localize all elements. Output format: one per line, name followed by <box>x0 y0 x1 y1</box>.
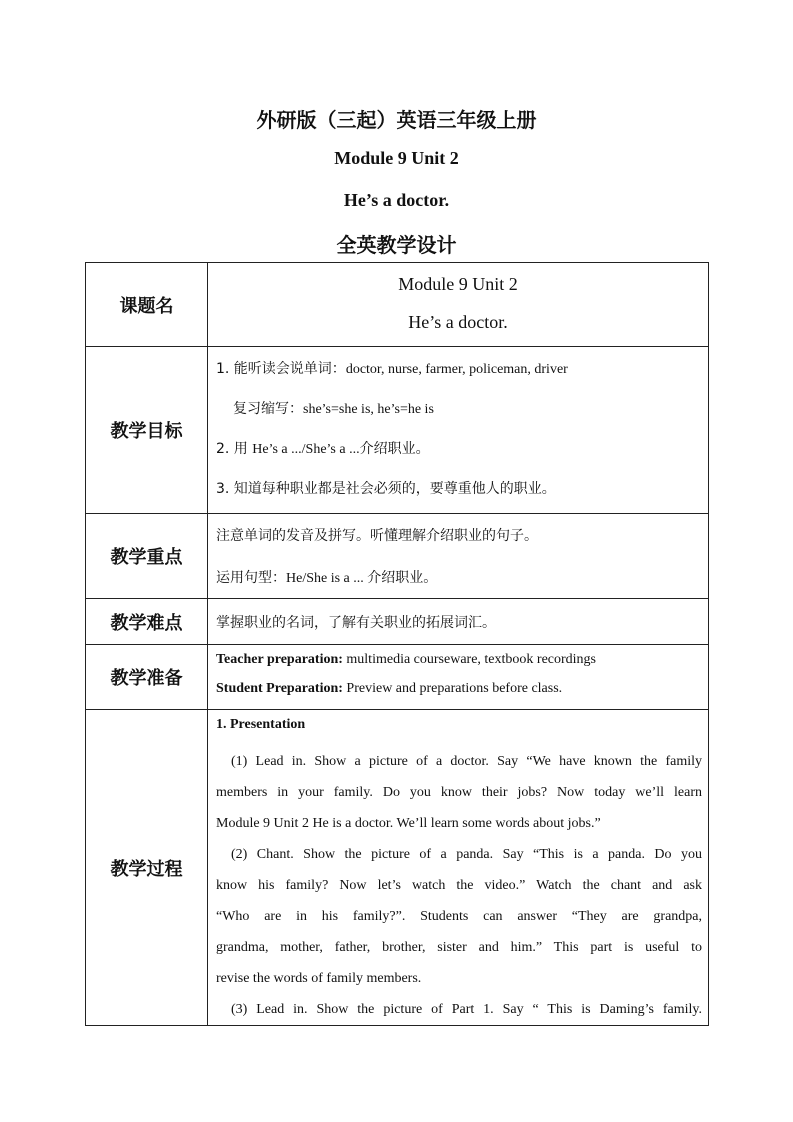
row-content-topic <box>208 263 709 347</box>
keypoint-1: 注意单词的发音及拼写。听懂理解介绍职业的句子。 <box>216 528 538 544</box>
process-p1-line: Module 9 Unit 2 He is a doctor. We’ll learn some words about jobs.” <box>216 816 601 831</box>
row-label-keypoints: 教学重点 <box>86 514 208 599</box>
goal-1: 1. 能听读会说单词：doctor, nurse, farmer, policeman, driver <box>216 361 568 377</box>
row-label-preparation: 教学准备 <box>86 645 208 710</box>
row-content-preparation <box>208 645 709 710</box>
goal-3: 3. 知道每种职业都是社会必须的，要尊重他人的职业。 <box>216 481 556 497</box>
prep-student: Student Preparation: Preview and preparations before class. <box>216 681 563 696</box>
row-label-topic: 课题名 <box>86 263 208 347</box>
process-p3-line: (3) Lead in. Show the picture of Part 1. Say “ This is Daming’s family. <box>231 1002 702 1017</box>
row-content-keypoints <box>208 514 709 599</box>
process-section-title: 1. Presentation <box>216 717 306 732</box>
row-label-goals: 教学目标 <box>86 347 208 514</box>
module-title: Module 9 Unit 2 <box>334 148 459 168</box>
row-label-process: 教学过程 <box>86 710 208 1026</box>
lesson-title: He’s a doctor. <box>343 190 450 210</box>
difficulty-1: 掌握职业的名词，了解有关职业的拓展词汇。 <box>216 615 496 631</box>
table-row-keypoints <box>86 514 709 599</box>
table-row-preparation <box>86 645 709 710</box>
row-content-goals <box>208 347 709 514</box>
process-paragraph-2 <box>216 839 702 994</box>
goal-2: 2. 用 He’s a .../She’s a ...介绍职业。 <box>216 441 430 457</box>
row-content-difficulties <box>208 599 709 645</box>
process-p2-line: (2) Chant. Show the picture of a panda. Say “This is a panda. Do you <box>231 847 702 862</box>
goal-1b: 复习缩写：she’s=she is, he’s=he is <box>233 401 434 417</box>
topic-module: Module 9 Unit 2 <box>398 274 518 294</box>
document-title: 外研版（三起）英语三年级上册 <box>256 108 537 132</box>
table-row-difficulties <box>86 599 709 645</box>
table-row-goals <box>86 347 709 514</box>
process-p2-line: know his family? Now let’s watch the video.” Watch the chant and ask <box>216 878 702 893</box>
process-paragraph-1 <box>216 746 702 839</box>
prep-teacher: Teacher preparation: multimedia courseware, textbook recordings <box>216 652 596 667</box>
process-p2-line: grandma, mother, father, brother, sister and him.” This part is useful to <box>216 940 702 955</box>
row-content-process <box>208 710 709 1026</box>
keypoint-2: 运用句型：He/She is a ... 介绍职业。 <box>216 570 438 586</box>
process-p2-line: “Who are in his family?”. Students can answer “They are grandpa, <box>216 909 702 924</box>
process-paragraph-3 <box>216 994 702 1025</box>
table-row-process <box>86 710 709 1026</box>
process-p1-line: members in your family. Do you know their jobs? Now today we’ll learn <box>216 785 702 800</box>
document-subtitle: 全英教学设计 <box>336 233 457 257</box>
process-p1-line: (1) Lead in. Show a picture of a doctor. Say “We have known the family <box>231 754 702 769</box>
row-label-difficulties: 教学难点 <box>86 599 208 645</box>
topic-lesson: He’s a doctor. <box>408 312 508 332</box>
lesson-plan-table <box>85 262 709 1026</box>
table-row-topic <box>86 263 709 347</box>
process-p2-line: revise the words of family members. <box>216 971 422 986</box>
